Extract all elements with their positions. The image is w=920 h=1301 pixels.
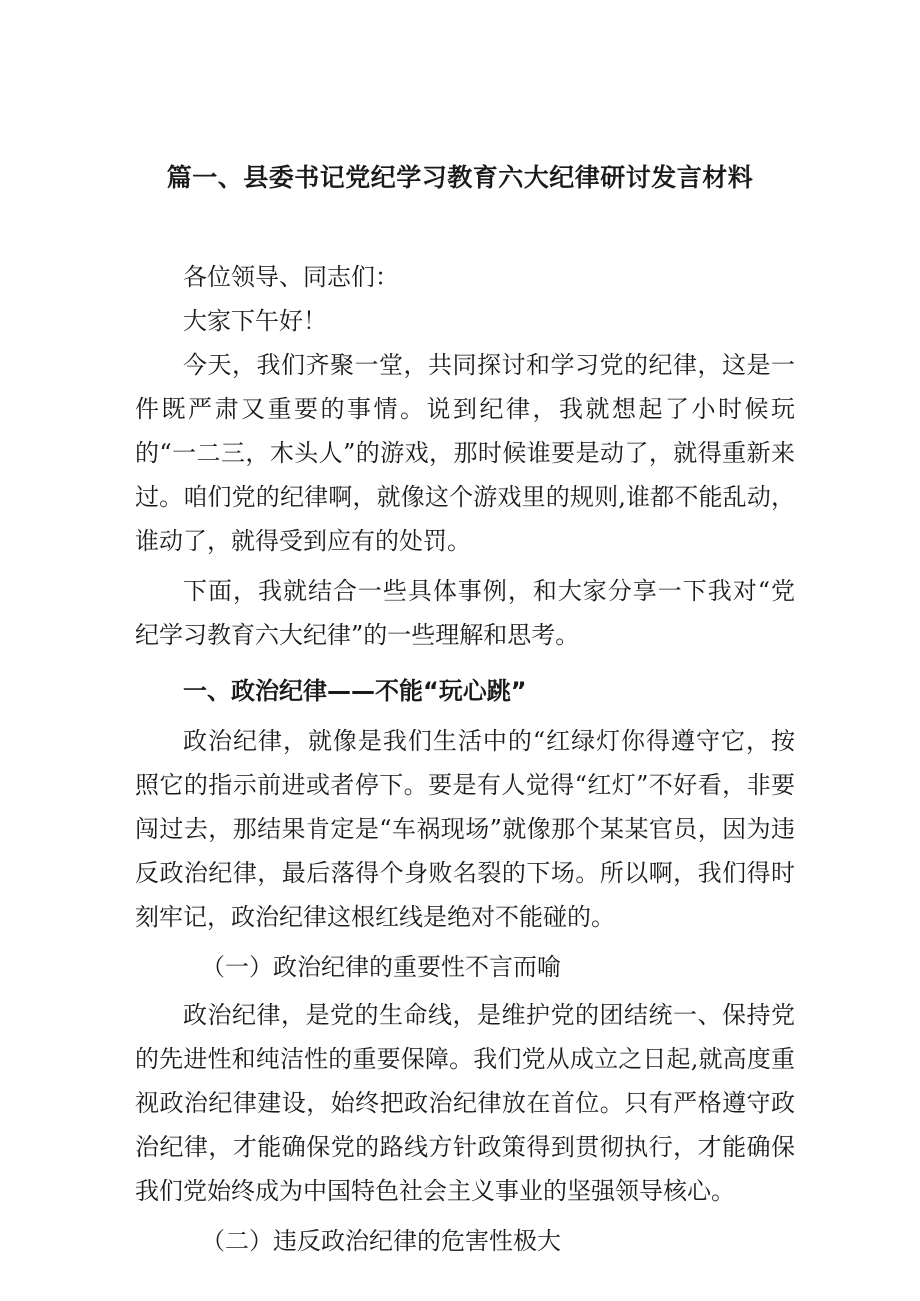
- body-paragraph: 下面，我就结合一些具体事例，和大家分享一下我对“党纪学习教育六大纪律”的一些理解和思考。: [135, 577, 795, 649]
- body-paragraph: 今天，我们齐聚一堂，共同探讨和学习党的纪律，这是一件既严肃又重要的事情。说到纪律，我就想起了小时候玩的“一二三，木头人”的游戏，那时候谁要是动了，就得重新来过。咱们党的纪律啊，就像这个游戏里的规则,谁都不能乱动，谁动了，就得受到应有的处罚。: [135, 351, 795, 555]
- section-heading: 一、政治纪律——不能“玩心跳”: [183, 677, 527, 705]
- document-body: [135, 255, 795, 1267]
- body-paragraph: 政治纪律，就像是我们生活中的“红绿灯你得遵守它，按照它的指示前进或者停下。要是有人觉得“红灯”不好看，非要闯过去，那结果肯定是“车祸现场”就像那个某某官员，因为违反政治纪律，最后落得个身败名裂的下场。所以啊，我们得时刻牢记，政治纪律这根红线是绝对不能碰的。: [135, 727, 795, 931]
- subsection-heading: （二）违反政治纪律的危害性极大: [201, 1227, 561, 1255]
- salutation: 各位领导、同志们：: [183, 263, 399, 291]
- greeting: 大家下午好！: [183, 307, 327, 335]
- document-title: 篇一、县委书记党纪学习教育六大纪律研讨发言材料: [166, 163, 754, 192]
- body-paragraph: 政治纪律，是党的生命线，是维护党的团结统一、保持党的先进性和纯洁性的重要保障。我们党从成立之日起,就高度重视政治纪律建设，始终把政治纪律放在首位。只有严格遵守政治纪律，才能确保党的路线方针政策得到贯彻执行，才能确保我们党始终成为中国特色社会主义事业的坚强领导核心。: [135, 1001, 795, 1205]
- subsection-heading: （一）政治纪律的重要性不言而喻: [201, 953, 561, 981]
